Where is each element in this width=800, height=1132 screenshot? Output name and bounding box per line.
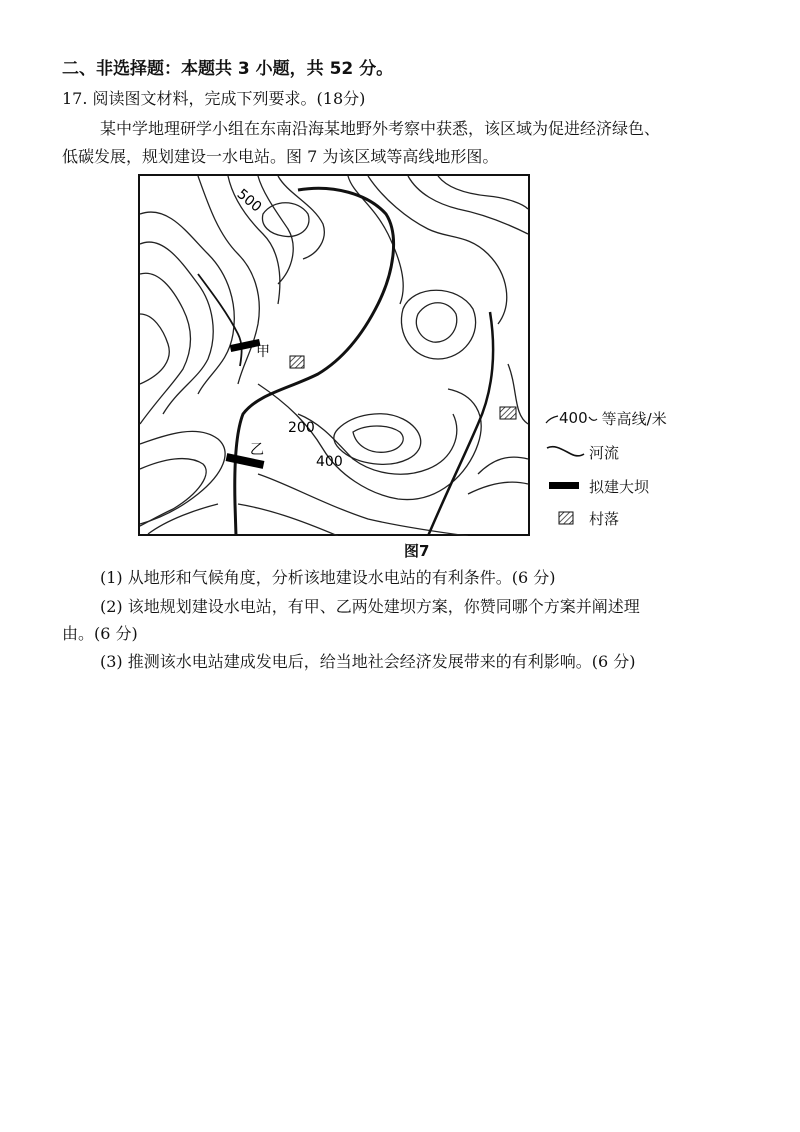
contour-map-svg bbox=[138, 174, 530, 536]
contour-label-500: 500 bbox=[233, 186, 265, 216]
river-legend-icon bbox=[545, 442, 585, 462]
contour-label-400: 400 bbox=[316, 454, 343, 470]
legend-village bbox=[545, 506, 619, 530]
intro-paragraph-line1: 某中学地理研学小组在东南沿海某地野外考察中获悉，该区域为促进经济绿色、 bbox=[100, 119, 661, 138]
dam-legend-icon bbox=[545, 476, 585, 496]
legend-contour bbox=[545, 406, 667, 430]
question-header: 17. 阅读图文材料，完成下列要求。(18分) bbox=[62, 89, 366, 108]
contour-legend-tail-icon bbox=[588, 411, 598, 425]
legend-contour-label: 等高线/米 bbox=[601, 409, 667, 428]
legend-river-label: 河流 bbox=[589, 443, 620, 462]
village-icon bbox=[290, 356, 304, 368]
legend-dam bbox=[545, 474, 649, 498]
site-label-jia: 甲 bbox=[256, 344, 270, 360]
village-icon bbox=[500, 407, 516, 419]
contour-map bbox=[138, 174, 530, 536]
figure-caption: 图7 bbox=[404, 542, 430, 560]
intro-paragraph-line2: 低碳发展，规划建设一水电站。图 7 为该区域等高线地形图。 bbox=[62, 147, 499, 166]
legend-contour-value: 400 bbox=[559, 409, 588, 427]
section-title: 二、非选择题：本题共 3 小题，共 52 分。 bbox=[62, 59, 394, 79]
map-legend bbox=[545, 404, 695, 534]
sub-question-1: (1) 从地形和气候角度，分析该地建设水电站的有利条件。(6 分) bbox=[100, 568, 556, 587]
site-label-yi: 乙 bbox=[250, 442, 264, 458]
contour-label-200: 200 bbox=[288, 420, 315, 436]
legend-river bbox=[545, 440, 619, 464]
legend-village-label: 村落 bbox=[589, 509, 620, 528]
legend-dam-label: 拟建大坝 bbox=[589, 477, 650, 496]
sub-question-3: (3) 推测该水电站建成发电后，给当地社会经济发展带来的有利影响。(6 分) bbox=[100, 652, 636, 671]
sub-question-2-line1: (2) 该地规划建设水电站，有甲、乙两处建坝方案，你赞同哪个方案并阐述理 bbox=[100, 597, 640, 616]
sub-question-2-line2: 由。(6 分) bbox=[62, 624, 138, 643]
map-frame bbox=[139, 175, 529, 535]
village-legend-icon bbox=[545, 508, 585, 528]
contour-legend-icon bbox=[545, 411, 559, 425]
